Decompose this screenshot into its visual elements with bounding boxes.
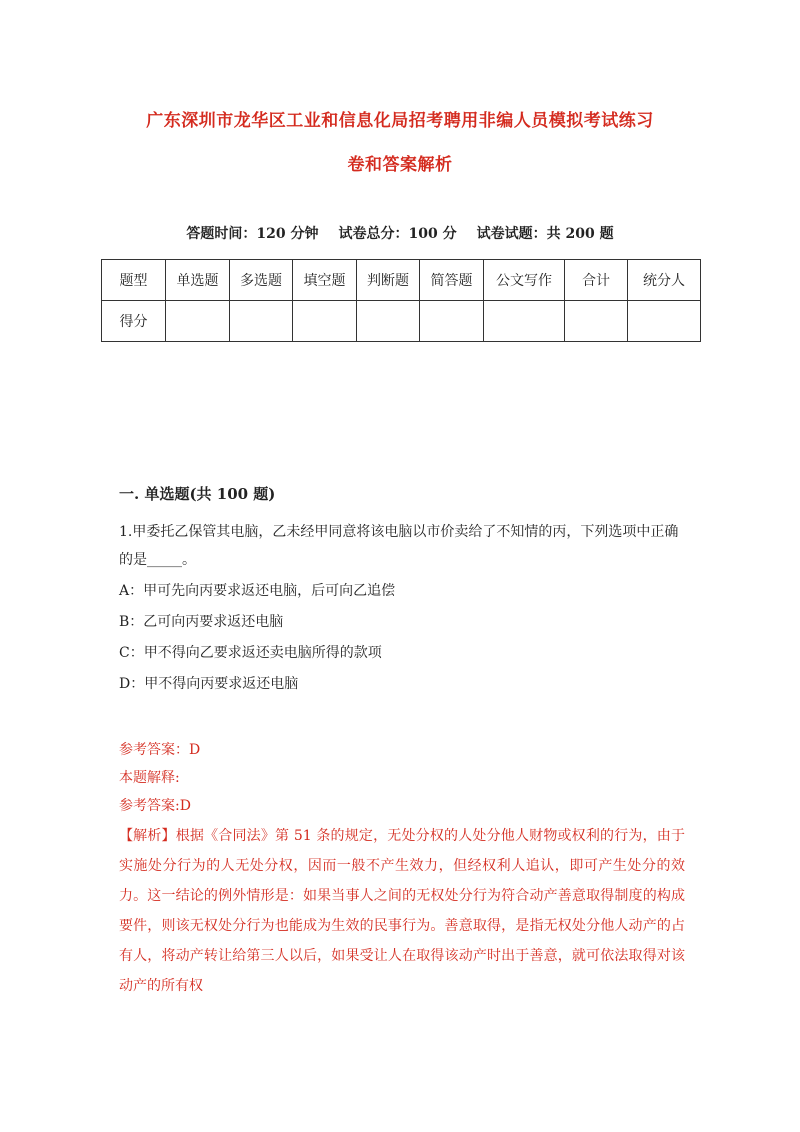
score-cell	[293, 301, 357, 342]
score-cell	[357, 301, 420, 342]
score-cell	[230, 301, 293, 342]
exam-info	[100, 223, 700, 243]
score-cell	[166, 301, 230, 342]
analysis-text: 【解析】根据《合同法》第 51 条的规定，无处分权的人处分他人财物或权利的行为，由于实施处分行为的人无处分权，因而一般不产生效力，但经权利人追认，即可产生处分的效力。这一结论的例外情形是：如果当事人之间的无权处分行为符合动产善意取得制度的构成要件，则该无权处分行为也能成为生效的民事行为。善意取得，是指无权处分他人动产的占有人，将动产转让给第三人以后，如果受让人在取得该动产时出于善意，就可依法取得对该动产的所有权	[119, 828, 685, 994]
document-title-line-1: 广东深圳市龙华区工业和信息化局招考聘用非编人员模拟考试练习	[146, 111, 654, 131]
option-c: C：甲不得向乙要求返还卖电脑所得的款项	[119, 645, 382, 661]
question-text: 1.甲委托乙保管其电脑，乙未经甲同意将该电脑以市价卖给了不知情的丙，下列选项中正确的是_____。	[119, 524, 679, 568]
answer-block	[119, 737, 685, 1001]
exam-total-questions: 试卷试题：共 200 题	[476, 226, 614, 242]
score-table-score-row	[102, 301, 701, 342]
reference-answer-2: 参考答案:D	[119, 798, 191, 814]
score-table	[101, 259, 701, 342]
score-cell	[628, 301, 701, 342]
exam-total-score: 试卷总分：100 分	[338, 226, 457, 242]
score-cell	[420, 301, 484, 342]
score-table-header-row	[102, 260, 701, 301]
score-table-header-cell: 合计	[565, 260, 628, 301]
score-table-header-cell: 题型	[102, 260, 166, 301]
score-table-header-cell: 多选题	[230, 260, 293, 301]
score-table-header-cell: 简答题	[420, 260, 484, 301]
score-cell	[484, 301, 565, 342]
option-b: B：乙可向丙要求返还电脑	[119, 614, 284, 630]
reference-answer: 参考答案：D	[119, 742, 201, 758]
document-title-line-2: 卷和答案解析	[347, 155, 453, 175]
explanation-label: 本题解释:	[119, 770, 180, 786]
score-row-label: 得分	[102, 301, 166, 342]
score-table-header-cell: 填空题	[293, 260, 357, 301]
section-heading: 一. 单选题(共 100 题)	[119, 485, 276, 503]
score-table-header-cell: 统分人	[628, 260, 701, 301]
exam-time: 答题时间：120 分钟	[186, 226, 319, 242]
option-a: A：甲可先向丙要求返还电脑，后可向乙追偿	[119, 583, 396, 599]
option-d: D：甲不得向丙要求返还电脑	[119, 676, 299, 692]
score-table-header-cell: 单选题	[166, 260, 230, 301]
score-table-header-cell: 公文写作	[484, 260, 565, 301]
option-list	[119, 578, 395, 702]
score-cell	[565, 301, 628, 342]
score-table-header-cell: 判断题	[357, 260, 420, 301]
